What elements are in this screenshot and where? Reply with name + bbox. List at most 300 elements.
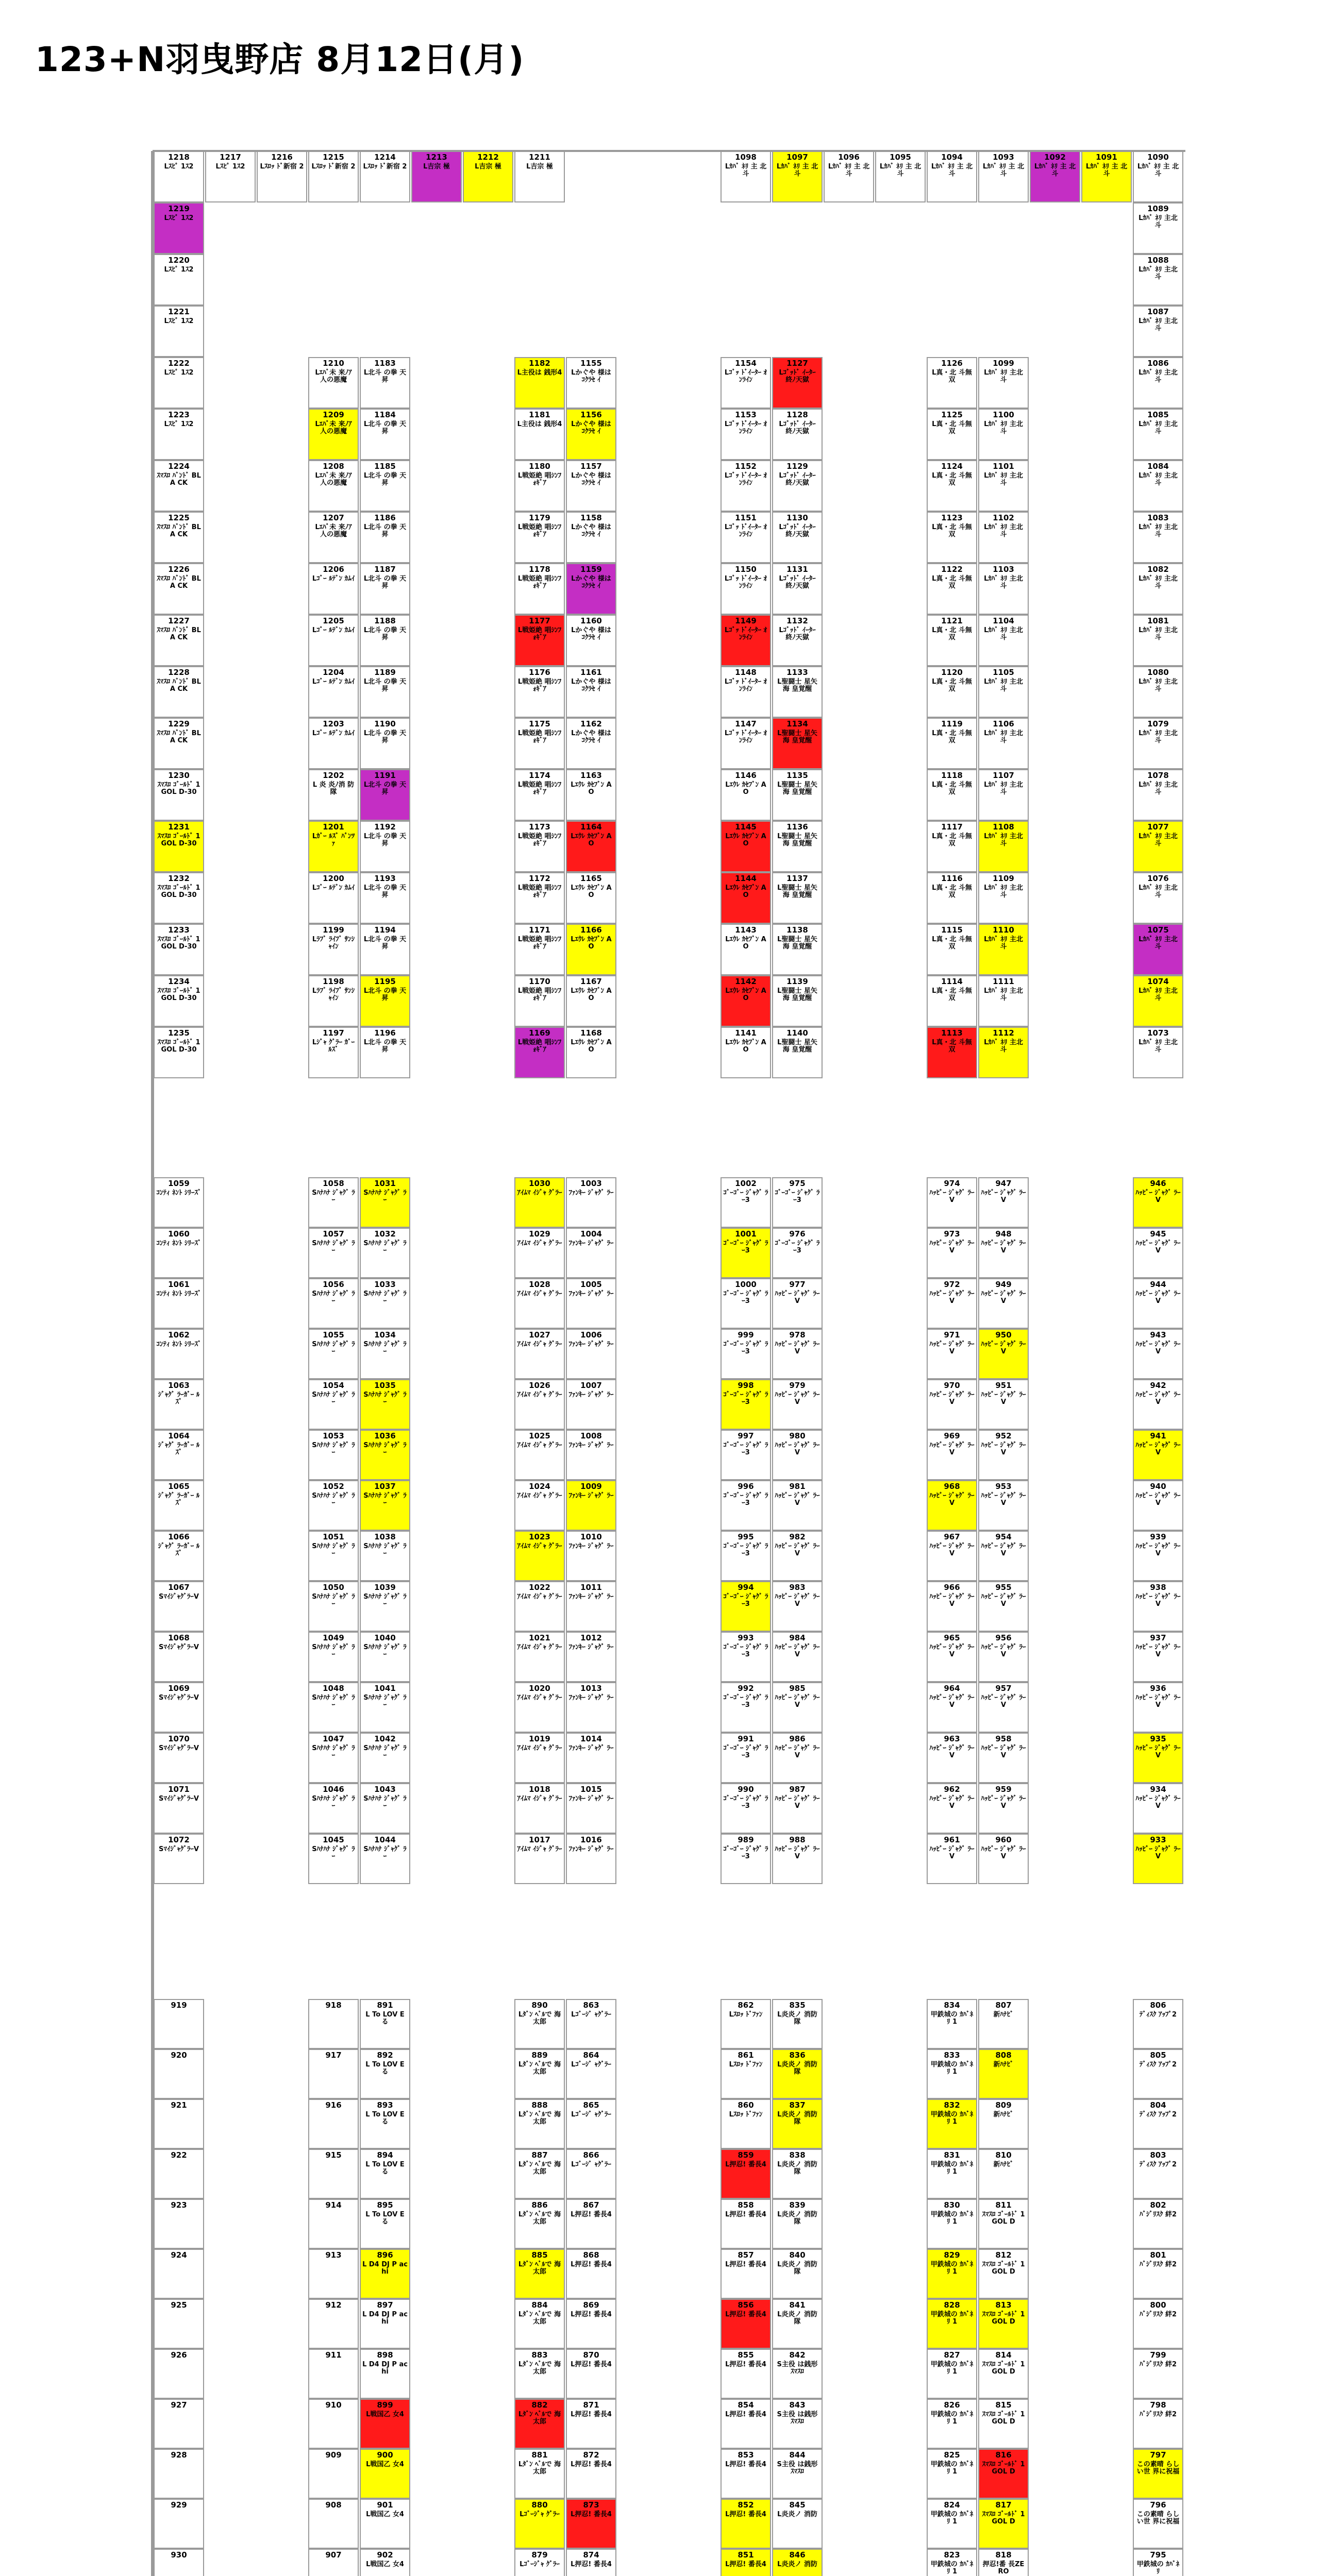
page-title: 123+N羽曳野店 8月12日(月) [35, 40, 525, 79]
machine-cell [978, 2549, 1029, 2576]
machine-number: 1025 [529, 1431, 550, 1440]
machine-cell [154, 460, 204, 512]
machine-name: Lかぐや 様は ｺｸﾗｾ ｲ [571, 420, 611, 435]
machine-number: 844 [789, 2450, 806, 2460]
machine-cell [566, 2149, 616, 2199]
machine-number: 909 [325, 2450, 342, 2460]
machine-number: 1188 [374, 616, 396, 625]
machine-name: Lｶﾊﾞ ﾈﾘ 主 北斗 [776, 162, 818, 178]
machine-number: 1180 [529, 462, 550, 471]
machine-name: ｺﾞｰｺﾞｰ ｼﾞｬｸﾞ ﾗｰ3 [723, 1239, 768, 1255]
machine-number: 1017 [529, 1835, 550, 1844]
machine-number: 1134 [786, 719, 808, 728]
machine-number: 1015 [580, 1785, 602, 1794]
machine-cell [514, 1581, 565, 1632]
machine-cell [927, 1682, 977, 1733]
machine-cell [514, 2049, 565, 2099]
machine-number: 1178 [529, 565, 550, 574]
machine-cell [721, 1581, 771, 1632]
machine-name: ｽﾏｽﾛ ｺﾞｰﾙﾄﾞ 1GOL D [982, 2410, 1025, 2426]
machine-cell [721, 718, 771, 769]
machine-number: 1140 [786, 1028, 808, 1038]
machine-cell [308, 1379, 359, 1430]
machine-cell [154, 1177, 204, 1228]
machine-number: 1204 [323, 668, 344, 677]
machine-cell [721, 1733, 771, 1783]
machine-name: ｺﾞｰｺﾞｰ ｼﾞｬｸﾞ ﾗｰ3 [723, 1744, 768, 1759]
machine-cell [154, 1027, 204, 1078]
machine-name: ﾊｯﾋﾟｰ ｼﾞｬｸﾞ ﾗｰV [1135, 1391, 1181, 1406]
machine-name: L真・北 斗無双 [932, 523, 972, 538]
machine-name: Lｶﾊﾞ ﾈﾘ 主北斗 [1138, 1038, 1178, 1054]
machine-cell [566, 2449, 616, 2499]
machine-name: ﾊｯﾋﾟｰ ｼﾞｬｸﾞ ﾗｰV [929, 1744, 975, 1759]
machine-cell [721, 1999, 771, 2049]
machine-name: 甲鉄城の ｶﾊﾞﾈﾘ [1136, 2560, 1180, 2575]
machine-cell [1133, 924, 1183, 975]
machine-name: L真・北 斗無双 [932, 884, 972, 899]
machine-number: 1207 [323, 513, 344, 522]
machine-name: L 炎 炎ﾉ消 防隊 [312, 781, 355, 796]
machine-name: ﾊｯﾋﾟｰ ｼﾞｬｸﾞ ﾗｰV [929, 1492, 975, 1507]
machine-number: 1164 [580, 822, 602, 832]
machine-name: ｺﾞｰｺﾞｰ ｼﾞｬｸﾞ ﾗｰ3 [723, 1643, 768, 1658]
machine-cell [308, 2199, 359, 2249]
machine-cell [566, 2249, 616, 2299]
machine-cell [978, 615, 1029, 666]
machine-name: ｺﾞｰｺﾞｰ ｼﾞｬｸﾞ ﾗｰ3 [723, 1189, 768, 1204]
machine-name: ｽﾏｽﾛ ﾊﾞﾝﾄﾞ BLA CK [157, 523, 201, 538]
machine-number: 947 [995, 1179, 1012, 1188]
machine-cell [360, 1632, 410, 1682]
machine-cell [772, 2549, 823, 2576]
machine-cell [360, 718, 410, 769]
machine-cell [514, 2299, 565, 2349]
machine-number: 1085 [1147, 410, 1169, 419]
machine-name: ﾊｯﾋﾟｰ ｼﾞｬｸﾞ ﾗｰV [775, 1290, 820, 1305]
machine-number: 879 [531, 2550, 548, 2560]
machine-cell [514, 1834, 565, 1884]
machine-number: 885 [531, 2250, 548, 2260]
machine-number: 1159 [580, 565, 602, 574]
machine-number: 1026 [529, 1381, 550, 1390]
machine-name: L戦姫絶 唱ｼﾝﾌ ｫｷﾞｱ [517, 471, 562, 487]
machine-name: ｽﾏｽﾛ ｺﾞｰﾙﾄﾞ 1GOL D [982, 2460, 1025, 2476]
machine-name: Lｺﾞｯ ﾄﾞｲｰﾀｰ ｵﾝﾗｲﾝ [724, 420, 767, 435]
machine-cell [927, 2249, 977, 2299]
machine-cell [1133, 1430, 1183, 1480]
machine-cell [1133, 1177, 1183, 1228]
machine-number: 870 [583, 2350, 599, 2360]
machine-cell [978, 1531, 1029, 1581]
machine-cell [514, 1632, 565, 1682]
machine-number: 985 [789, 1684, 806, 1693]
machine-name: ｱｲﾑﾏ ｲｼﾞｬ ｸﾞﾗｰ [517, 1290, 562, 1298]
machine-cell [927, 924, 977, 975]
machine-name: Lｺﾞｯ ﾄﾞｲｰﾀｰ ｵﾝﾗｲﾝ [724, 729, 767, 744]
machine-name: ﾌｧﾝｷｰ ｼﾞｬｸﾞ ﾗｰ [568, 1492, 614, 1500]
machine-cell [927, 1783, 977, 1834]
machine-name: Lﾀﾞﾝ ﾍﾞﾙで 海太郎 [518, 2360, 561, 2376]
machine-name: L真・北 斗無双 [932, 781, 972, 796]
machine-cell [927, 1278, 977, 1329]
machine-name: SﾏｲｼﾞｬｸﾞﾗｰV [159, 1744, 199, 1752]
machine-cell [514, 1027, 565, 1078]
machine-name: Lｶﾊﾞ ﾈﾘ 主北斗 [984, 935, 1023, 951]
machine-number: 994 [738, 1583, 754, 1592]
machine-cell [360, 924, 410, 975]
machine-cell [566, 2049, 616, 2099]
machine-cell [978, 924, 1029, 975]
machine-number: 1080 [1147, 668, 1169, 677]
machine-cell [772, 460, 823, 512]
machine-number: 800 [1150, 2300, 1166, 2310]
machine-name: Lｶﾊﾞ ﾈﾘ 主北斗 [984, 987, 1023, 1002]
machine-cell [978, 821, 1029, 872]
machine-number: 990 [738, 1785, 754, 1794]
machine-number: 950 [995, 1330, 1012, 1340]
machine-number: 1160 [580, 616, 602, 625]
machine-cell [308, 821, 359, 872]
machine-name: ﾊｯﾋﾟｰ ｼﾞｬｸﾞ ﾗｰV [981, 1643, 1026, 1658]
machine-name: ﾊｯﾋﾟｰ ｼﾞｬｸﾞ ﾗｰV [929, 1340, 975, 1355]
machine-number: 1003 [580, 1179, 602, 1188]
machine-cell [308, 872, 359, 924]
machine-cell [360, 1834, 410, 1884]
machine-name: L戦姫絶 唱ｼﾝﾌ ｫｷﾞｱ [517, 677, 562, 693]
machine-number: 1059 [168, 1179, 190, 1188]
machine-number: 1146 [735, 771, 757, 780]
machine-name: 押忍!番 長ZERO [982, 2560, 1025, 2575]
machine-cell [772, 2249, 823, 2299]
machine-cell [927, 872, 977, 924]
machine-name: Lｴｳﾚ ｶｾﾌﾞﾝ AO [571, 987, 612, 1002]
machine-name: Lｺﾞｰ ﾙﾃﾞﾝ ｶﾑｲ [312, 574, 355, 583]
machine-number: 1185 [374, 462, 396, 471]
machine-cell [978, 2299, 1029, 2349]
machine-cell [154, 2199, 204, 2249]
machine-cell [772, 1682, 823, 1733]
machine-cell [514, 2449, 565, 2499]
machine-name: L押忍! 番長4 [571, 2360, 612, 2368]
machine-cell [154, 718, 204, 769]
machine-name: L北斗 の拳 天昇 [363, 832, 407, 848]
machine-name: ﾊｯﾋﾟｰ ｼﾞｬｸﾞ ﾗｰV [1135, 1744, 1181, 1759]
machine-cell [360, 1177, 410, 1228]
machine-cell [721, 563, 771, 615]
machine-name: ｺﾞｰｺﾞｰ ｼﾞｬｸﾞ ﾗｰ3 [723, 1441, 768, 1456]
machine-number: 928 [171, 2450, 187, 2460]
machine-number: 946 [1150, 1179, 1166, 1188]
machine-number: 949 [995, 1280, 1012, 1289]
machine-name: Lかぐや 様は ｺｸﾗｾ ｲ [571, 626, 611, 641]
machine-name: L北斗 の拳 天昇 [363, 471, 407, 487]
machine-cell [566, 563, 616, 615]
machine-number: 1011 [580, 1583, 602, 1592]
machine-name: ﾊｯﾋﾟｰ ｼﾞｬｸﾞ ﾗｰV [981, 1542, 1026, 1557]
machine-number: 802 [1150, 2200, 1166, 2210]
machine-number: 916 [325, 2100, 342, 2110]
machine-cell [978, 512, 1029, 563]
machine-name: ﾊｯﾋﾟｰ ｼﾞｬｸﾞ ﾗｰV [981, 1794, 1026, 1810]
machine-cell [514, 512, 565, 563]
machine-number: 1232 [168, 874, 190, 883]
machine-cell [772, 975, 823, 1027]
machine-number: 956 [995, 1633, 1012, 1642]
machine-cell [566, 2299, 616, 2349]
machine-number: 1119 [941, 719, 963, 728]
machine-cell [1133, 1379, 1183, 1430]
machine-name: Lｶﾊﾞ ﾈﾘ 主北斗 [984, 368, 1023, 384]
machine-number: 1013 [580, 1684, 602, 1693]
machine-name: ﾊｯﾋﾟｰ ｼﾞｬｸﾞ ﾗｰV [981, 1845, 1026, 1860]
machine-name: Lｶﾊﾞ ﾈﾘ 主北斗 [1138, 987, 1178, 1002]
machine-cell [772, 1379, 823, 1430]
machine-cell [360, 1682, 410, 1733]
machine-cell [308, 924, 359, 975]
machine-number: 1120 [941, 668, 963, 677]
machine-cell [772, 718, 823, 769]
machine-number: 1138 [786, 925, 808, 935]
machine-number: 919 [171, 2001, 187, 2010]
machine-cell [308, 409, 359, 460]
machine-number: 853 [738, 2450, 754, 2460]
machine-name: Lﾀﾞﾝ ﾍﾞﾙで 海太郎 [518, 2260, 561, 2276]
machine-number: 1005 [580, 1280, 602, 1289]
machine-cell [721, 2449, 771, 2499]
machine-number: 1183 [374, 359, 396, 368]
machine-name: ﾊｯﾋﾟｰ ｼﾞｬｸﾞ ﾗｰV [1135, 1693, 1181, 1709]
machine-cell [514, 769, 565, 821]
machine-cell [514, 975, 565, 1027]
machine-number: 1034 [374, 1330, 396, 1340]
machine-cell [566, 924, 616, 975]
machine-cell [978, 1177, 1029, 1228]
machine-cell [927, 2549, 977, 2576]
machine-cell [927, 1632, 977, 1682]
machine-name: SﾏｲｼﾞｬｸﾞﾗｰV [159, 1643, 199, 1651]
machine-cell [927, 1834, 977, 1884]
machine-number: 1215 [323, 152, 344, 162]
machine-name: L真・北 斗無双 [932, 626, 972, 641]
machine-cell [514, 2549, 565, 2576]
machine-cell [721, 1430, 771, 1480]
machine-cell [772, 1783, 823, 1834]
machine-name: ｽﾏｽﾛ ｺﾞｰﾙﾄﾞ 1GOL D [982, 2260, 1025, 2276]
machine-name: L戦国乙 女4 [366, 2410, 404, 2418]
machine-name: ﾌｧﾝｷｰ ｼﾞｬｸﾞ ﾗｰ [568, 1794, 614, 1803]
machine-number: 939 [1150, 1532, 1166, 1541]
machine-number: 1179 [529, 513, 550, 522]
machine-name: ﾊｯﾋﾟｰ ｼﾞｬｸﾞ ﾗｰV [981, 1340, 1026, 1355]
machine-name: ｽﾏｽﾛ ﾊﾞﾝﾄﾞ BLA CK [157, 471, 201, 487]
machine-name: ﾊｯﾋﾟｰ ｼﾞｬｸﾞ ﾗｰV [929, 1592, 975, 1608]
machine-name: ﾌｧﾝｷｰ ｼﾞｬｸﾞ ﾗｰ [568, 1693, 614, 1702]
machine-name: ﾊｯﾋﾟｰ ｼﾞｬｸﾞ ﾗｰV [775, 1845, 820, 1860]
machine-number: 1168 [580, 1028, 602, 1038]
machine-name: Lｶﾊﾞ ﾈﾘ 主北斗 [1138, 574, 1178, 590]
machine-number: 1184 [374, 410, 396, 419]
machine-name: Lｶﾊﾞ ﾈﾘ 主 北斗 [1137, 162, 1179, 178]
machine-cell [721, 1531, 771, 1581]
machine-number: 873 [583, 2500, 599, 2510]
machine-name: Lｶﾊﾞ ﾈﾘ 主北斗 [1138, 368, 1178, 384]
machine-number: 801 [1150, 2250, 1166, 2260]
machine-name: ﾌｧﾝｷｰ ｼﾞｬｸﾞ ﾗｰ [568, 1189, 614, 1197]
machine-cell [514, 1278, 565, 1329]
machine-number: 1145 [735, 822, 757, 832]
machine-cell [875, 151, 926, 202]
machine-number: 1175 [529, 719, 550, 728]
machine-number: 860 [738, 2100, 754, 2110]
machine-number: 831 [944, 2150, 960, 2160]
machine-number: 824 [944, 2500, 960, 2510]
machine-name: Lｺﾞｯﾄﾞ ｲｰﾀｰ 終ﾉ天獄 [779, 626, 816, 641]
machine-name: L To LOV Eる [365, 2010, 405, 2026]
machine-number: 805 [1150, 2050, 1166, 2060]
machine-name: ﾊﾞｼﾞﾘｽｸ 絆2 [1139, 2360, 1177, 2368]
machine-name: L To LOV Eる [365, 2110, 405, 2126]
machine-number: 1126 [941, 359, 963, 368]
machine-number: 1014 [580, 1734, 602, 1743]
machine-cell [772, 1278, 823, 1329]
machine-cell [308, 512, 359, 563]
machine-name: Lｶﾊﾞ ﾈﾘ 主北斗 [1138, 677, 1178, 693]
machine-name: ｺﾝﾃｨ ﾈﾝﾄ ｼﾘｰｽﾞ [156, 1290, 202, 1298]
machine-number: 871 [583, 2400, 599, 2410]
machine-number: 1039 [374, 1583, 396, 1592]
machine-number: 967 [944, 1532, 960, 1541]
machine-number: 1061 [168, 1280, 190, 1289]
machine-cell [1133, 1480, 1183, 1531]
machine-number: 1090 [1147, 152, 1169, 162]
machine-number: 901 [377, 2500, 393, 2510]
machine-name: Lﾀﾞﾝ ﾍﾞﾙで 海太郎 [518, 2060, 561, 2076]
machine-cell [721, 1329, 771, 1379]
machine-number: 1212 [477, 152, 499, 162]
machine-cell [721, 615, 771, 666]
machine-name: ｱｲﾑﾏ ｲｼﾞｬ ｸﾞﾗｰ [517, 1794, 562, 1803]
machine-cell [566, 1379, 616, 1430]
machine-number: 1187 [374, 565, 396, 574]
machine-number: 1045 [323, 1835, 344, 1844]
machine-name: ﾌｧﾝｷｰ ｼﾞｬｸﾞ ﾗｰ [568, 1239, 614, 1247]
machine-cell [360, 2349, 410, 2399]
machine-cell [1133, 1531, 1183, 1581]
machine-cell [566, 1329, 616, 1379]
machine-cell [514, 2399, 565, 2449]
machine-name: ﾃﾞｨｽｸ ｱｯﾌﾟ2 [1139, 2160, 1177, 2168]
machine-name: Lｶﾊﾞ ﾈﾘ 主北斗 [1138, 265, 1178, 281]
machine-name: ﾊｯﾋﾟｰ ｼﾞｬｸﾞ ﾗｰV [929, 1542, 975, 1557]
machine-cell [772, 1177, 823, 1228]
machine-cell [308, 615, 359, 666]
machine-number: 1147 [735, 719, 757, 728]
machine-cell [514, 409, 565, 460]
machine-number: 1209 [323, 410, 344, 419]
machine-number: 862 [738, 2001, 754, 2010]
machine-number: 1158 [580, 513, 602, 522]
machine-number: 1044 [374, 1835, 396, 1844]
machine-cell [772, 615, 823, 666]
machine-name: Lｴﾊﾞ未 来ﾉｱ 人の悪魔 [315, 471, 352, 487]
machine-cell [1133, 615, 1183, 666]
machine-name: Lﾀﾞﾝ ﾍﾞﾙで 海太郎 [518, 2010, 561, 2026]
machine-name: L戦姫絶 唱ｼﾝﾌ ｫｷﾞｱ [517, 1038, 562, 1054]
machine-number: 977 [789, 1280, 806, 1289]
machine-name: Lｽﾋﾟ 1ｽ2 [164, 265, 194, 274]
machine-cell [514, 1999, 565, 2049]
machine-cell [360, 357, 410, 409]
machine-name: 甲鉄城の ｶﾊﾞﾈﾘ 1 [930, 2010, 974, 2026]
machine-name: L聖闘士 星矢 海 皇覚醒 [777, 987, 817, 1002]
machine-name: L聖闘士 星矢 海 皇覚醒 [777, 832, 817, 848]
machine-number: 1170 [529, 977, 550, 986]
machine-number: 880 [531, 2500, 548, 2510]
machine-name: Lｶﾊﾞ ﾈﾘ 主北斗 [984, 729, 1023, 744]
machine-number: 1200 [323, 874, 344, 883]
machine-cell [1133, 1329, 1183, 1379]
machine-cell [772, 1632, 823, 1682]
machine-cell [154, 1531, 204, 1581]
machine-name: L北斗 の拳 天昇 [363, 729, 407, 744]
machine-name: ﾊｯﾋﾟｰ ｼﾞｬｸﾞ ﾗｰV [981, 1592, 1026, 1608]
machine-number: 803 [1150, 2150, 1166, 2160]
machine-cell [978, 2099, 1029, 2149]
machine-cell [154, 1682, 204, 1733]
machine-name: L To LOV Eる [365, 2060, 405, 2076]
machine-name: Lかぐや 様は ｺｸﾗｾ ｲ [571, 523, 611, 538]
machine-cell [1133, 821, 1183, 872]
machine-cell [721, 2349, 771, 2399]
machine-cell [721, 2199, 771, 2249]
machine-cell [927, 718, 977, 769]
machine-name: ｺﾞｰｺﾞｰ ｼﾞｬｸﾞ ﾗｰ3 [723, 1592, 768, 1608]
machine-cell [154, 1733, 204, 1783]
machine-name: L真・北 斗無双 [932, 368, 972, 384]
machine-cell [514, 2499, 565, 2549]
machine-number: 855 [738, 2350, 754, 2360]
machine-cell [927, 2049, 977, 2099]
machine-name: この素晴 らしい世 界に祝福 [1136, 2510, 1180, 2526]
machine-number: 951 [995, 1381, 1012, 1390]
machine-name: Sﾊﾅﾊﾅ ｼﾞｬｸﾞ ﾗｰ [312, 1441, 355, 1456]
machine-cell [978, 151, 1029, 202]
machine-name: ﾌｧﾝｷｰ ｼﾞｬｸﾞ ﾗｰ [568, 1340, 614, 1348]
machine-name: 甲鉄城の ｶﾊﾞﾈﾘ 1 [930, 2460, 974, 2476]
machine-name: Lｺﾞｰ ﾙﾃﾞﾝ ｶﾑｲ [312, 626, 355, 634]
machine-number: 955 [995, 1583, 1012, 1592]
machine-number: 1114 [941, 977, 963, 986]
machine-cell [1133, 1027, 1183, 1078]
machine-name: L聖闘士 星矢 海 皇覚醒 [777, 781, 817, 796]
machine-number: 1074 [1147, 977, 1169, 986]
machine-name: ｺﾞｰｺﾞｰ ｼﾞｬｸﾞ ﾗｰ3 [723, 1693, 768, 1709]
machine-number: 1029 [529, 1229, 550, 1239]
machine-cell [566, 1632, 616, 1682]
machine-cell [154, 409, 204, 460]
machine-name: ｽﾏｽﾛ ｺﾞｰﾙﾄﾞ 1GOL D [982, 2360, 1025, 2376]
machine-number: 1182 [529, 359, 550, 368]
machine-cell [566, 615, 616, 666]
machine-name: L主役は 銭形4 [517, 368, 562, 377]
machine-cell [721, 666, 771, 718]
machine-number: 1008 [580, 1431, 602, 1440]
machine-cell [308, 666, 359, 718]
machine-number: 1083 [1147, 513, 1169, 522]
machine-number: 1068 [168, 1633, 190, 1642]
machine-number: 1036 [374, 1431, 396, 1440]
